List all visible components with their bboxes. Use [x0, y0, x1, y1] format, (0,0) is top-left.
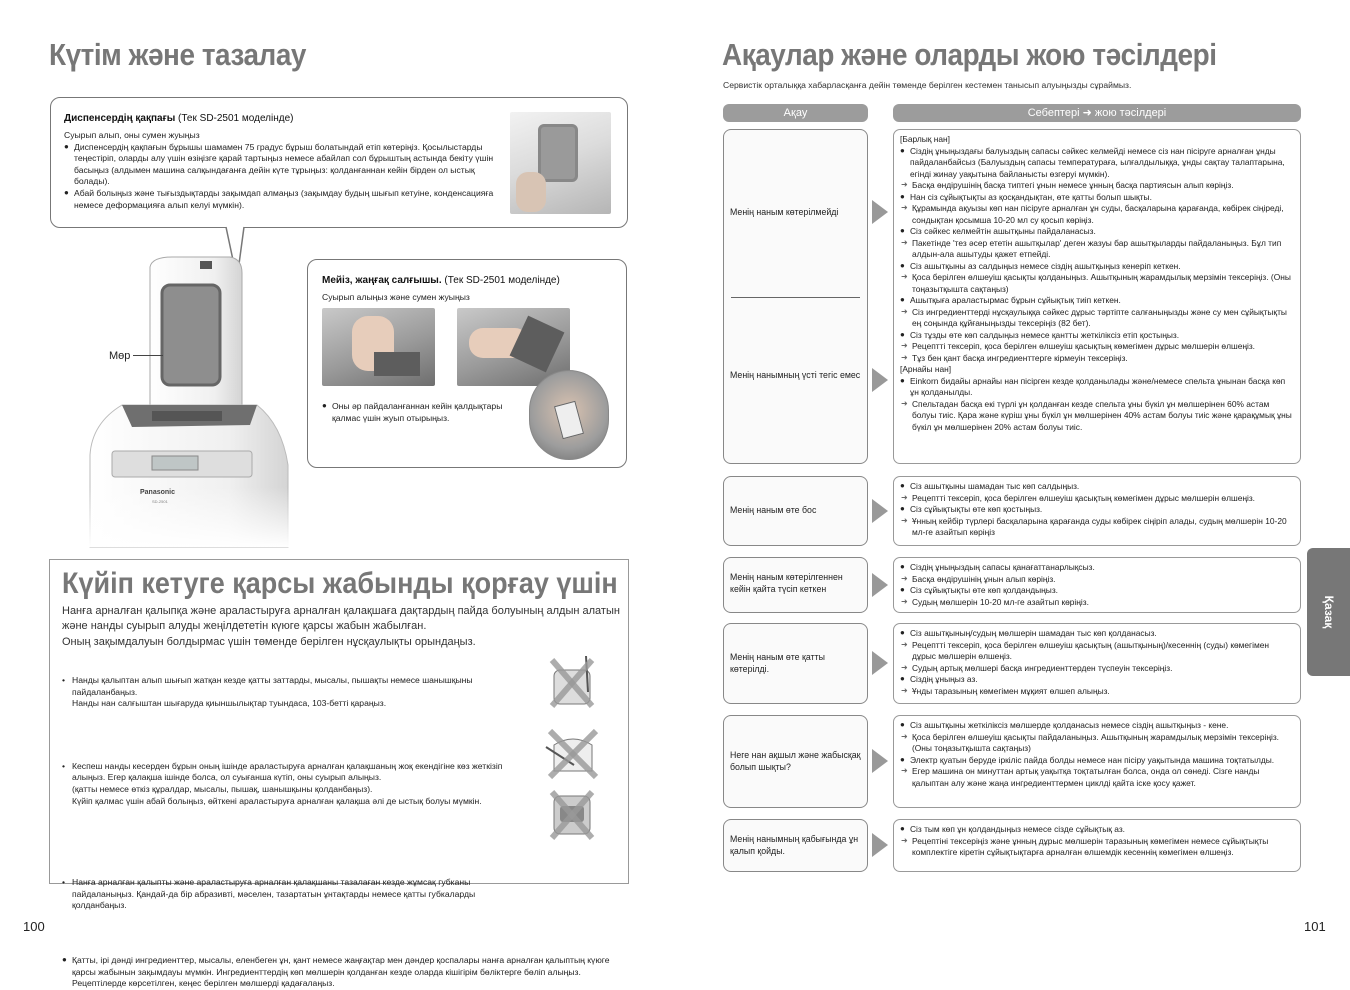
symptom-text: Менің нанымның үсті тегіс емес — [730, 370, 861, 380]
solution-remedy: ➜ Рецептіні тексеріңіз және ұнның дұрыс мөлшерін таразының көмегімен немесе сұйықтықты комплектіге кіретін сұйықтықтарға арналған өлшемдік кесеннің көмегімен өлшеңіз. — [900, 836, 1294, 859]
raisin-nut-bullet: ● Оны әр пайдаланғаннан кейін қалдықтары қалмас үшін жуып отырыңыз. — [322, 401, 522, 424]
dispenser-lid-intro: Суырып алып, оны сумен жуыңыз — [64, 130, 200, 140]
symptom-cell — [723, 715, 868, 808]
dispenser-lid-photo — [510, 112, 611, 214]
raisin-nut-title-bold: Мейіз, жаңғақ салғышы. — [322, 275, 442, 286]
nonstick-item-text: • Нанды қалыптан алып шығып жатқан кезде қатты заттарды, мысалы, пышақты немесе шанышқыны пайдаланбаңыз. — [72, 675, 473, 697]
solution-remedy: ➜ Құрамында ақуызы көп нан пісіруге арналған ұн суды, басқаларына қарағанда, көбірек сіңіреді, сондықтан қосымша 10-20 мл су қосып көріңіз. — [900, 203, 1294, 226]
solution-remedy: ➜ Тұз бен қант басқа ингредиенттерге кірмеуін тексеріңіз. — [900, 353, 1294, 365]
nonstick-item-text: • Нанға арналған қалыпты және араластыруға арналған қалақшаны тазалаған кезде жұмсақ губканы пайдаланыңыз. Қандай-да бір абразивті, мәселен, тазартатын ұнтақтарды немесе қатты губкаларды қолданбаңыз. — [72, 877, 476, 911]
solution-remedy: ➜ Рецептті тексеріп, қоса берілген өлшеуіш қасықтың көмегімен дұрыс мөлшерін өлшеңіз. — [900, 341, 1294, 353]
dispenser-lid-text — [64, 130, 496, 211]
solution-cell — [893, 557, 1301, 613]
symptom-text: Менің наным көтерілмейді — [730, 207, 839, 217]
symptom-cell — [723, 476, 868, 546]
solution-cause: ● Сіздің ұныңыз аз. — [900, 674, 1294, 686]
raisin-nut-dispenser-box — [307, 259, 627, 468]
nonstick-item-text: (қатты немесе өткіз құралдар, мысалы, пышақ, шанышқыны қолданбаңыз). — [72, 783, 373, 794]
right-page-number: 101 — [1304, 919, 1326, 934]
row-arrow — [872, 749, 888, 773]
row-arrow — [872, 573, 888, 597]
nonstick-intro-line1: Нанға арналған қалыпқа және араластыруға арналған қалақшаға дақтардың пайда болуының алдын алатын және нанды суырып алуды жеңілдететін күюге қарсы жабын жабылған. — [62, 605, 620, 633]
no-cutting-pictogram — [544, 725, 602, 783]
solution-cause: ● Сіздің ұныңыздағы балуыздың сапасы сәйкес келмейді немесе сіз нан пісіруге арналған ұнды пайдаланбайсыз (Балуыздың сапасы температураға, ылғалдылыққа, ұнды сақтау талаптарына, егінді жинау уақытына байланысты өзгеруі мүмкін). — [900, 146, 1294, 181]
nonstick-item-text: Нанды нан салғыштан шығаруда қиыншылықтар туындаса, 103-бетті қараңыз. — [72, 698, 387, 709]
dispenser-lid-title-bold: Диспенсердің қақпағы — [64, 113, 176, 124]
row-arrow — [872, 833, 888, 857]
solution-cause: ● Электр қуатын беруде іркіліс пайда болды немесе нан пісіру уақытында машина тоқтатылды. — [900, 755, 1294, 767]
language-side-tab — [1307, 548, 1350, 676]
symptom-text: Менің нанымның қабығында ұн қалып қойды. — [730, 834, 859, 856]
solution-cause: ● Сіз ашытқыны аз салдыңыз немесе сіздің ашытқыңыз кенеріп кеткен. — [900, 261, 1294, 273]
no-abrasive-pictogram — [546, 786, 598, 842]
row-arrow — [872, 499, 888, 523]
solution-remedy: ➜ Пакетінде 'тез әсер ететін ашытқылар' деген жазуы бар ашытқыларды пайдаланыңыз. Бұл тип алдын-ала ашытуды қажет етпейді. — [900, 238, 1294, 261]
solution-cause: ● Einkorn бидайы арнайы нан пісірген кезде қолданылады және/немесе спельта ұнынан басқа көп ұн қолданылды. — [900, 376, 1294, 399]
raisin-nut-title — [322, 274, 560, 288]
solution-cause: ● Сіздің ұныңыздың сапасы қанағаттанарлықсыз. — [900, 562, 1294, 574]
nonstick-coating-section — [49, 559, 629, 989]
solution-remedy: ➜ Спельтадан басқа екі түрлі ұн қолданған кезде спельта ұны бүкіл ұн мөлшерінен 60% астам болуы тиіс. Қара және күріш ұны бүкіл ұн мөлшерінен 40% астам болуы тиіс және қарақұмық ұны бүкіл ұн мөлшерінен 20% астам болуы тиіс. — [900, 399, 1294, 434]
dispenser-lid-bullet: ● Абай болыңыз және тығыздықтарды зақымдап алмаңыз (зақымдау будың шығып кетуіне, конденсацияға немесе деформацияға алып келуі мүмкін). — [64, 188, 496, 211]
bread-machine-drawing — [82, 255, 292, 547]
dispenser-lid-title-note: (Тек SD-2501 моделінде) — [175, 113, 294, 124]
nonstick-section-title: Күйіп кетуге қарсы жабынды қорғау үшін — [62, 567, 618, 600]
solution-remedy: ➜ Рецептті тексеріп, қоса берілген өлшеуіш қасықтың көмегімен дұрыс мөлшерін өлшеңіз. — [900, 493, 1294, 505]
seal-leader-line — [133, 355, 163, 356]
solution-remedy: ➜ Басқа өндірушінің ұнын алып көріңіз. — [900, 574, 1294, 586]
nonstick-intro — [62, 604, 622, 650]
row-arrow — [872, 368, 888, 392]
solution-cell — [893, 129, 1301, 464]
symptom-divider — [731, 297, 860, 298]
no-knife-pictogram — [546, 652, 598, 710]
raisin-removal-photo-1 — [322, 308, 435, 386]
solution-heading: [Барлық нан] — [900, 134, 950, 144]
seal-label — [109, 349, 130, 364]
solution-remedy: ➜ Басқа өндірушінің басқа типтегі ұнын немесе ұнның басқа партиясын алып көріңіз. — [900, 180, 1294, 192]
right-page-title: Ақаулар және оларды жою тәсілдері — [722, 37, 1217, 72]
solution-cell — [893, 819, 1301, 872]
nonstick-item — [62, 675, 514, 710]
problem-column-header: Ақау — [723, 104, 868, 122]
solution-cause: ● Сіз ашытқының/судың мөлшерін шамадан тыс көп қолданасыз. — [900, 628, 1294, 640]
dispenser-lid-title — [64, 112, 293, 126]
raisin-nut-title-note: (Тек SD-2501 моделінде) — [441, 275, 560, 286]
nonstick-item-text: Күйіп қалмас үшін абай болыңыз, өйткені араластыруға арналған қалақша әлі де ыстық болуы мүмкін. — [72, 795, 482, 806]
solution-remedy: ➜ Егер машина он минуттан артық уақытқа тоқтатылған болса, онда ол сөнеді. Сізге нанды қалыптан алу және жаңа ингредиенттермен циклді қайта іске қосу қажет. — [900, 766, 1294, 789]
bread-machine-illustration — [82, 255, 292, 547]
solution-remedy: ➜ Сіз ингредиенттерді нұсқаулыққа сәйкес дұрыс тәртіпте салғаныңызды және су мен сұйықтықты ең соңында құйғаныңызды тексеріңіз (82 бет). — [900, 307, 1294, 330]
left-page-number: 100 — [23, 919, 45, 934]
symptom-cell — [723, 129, 868, 464]
symptom-cell — [723, 557, 868, 613]
solution-cause: ● Сіз сұйықтықты өте көп қолдандыңыз. — [900, 585, 1294, 597]
solution-cause: ● Ашытқыға араластырмас бұрын сұйықтық тиіп кеткен. — [900, 295, 1294, 307]
right-page-subtitle: Сервистік орталыққа хабарласқанға дейін төменде берілген кестемен танысып алуыңызды сұраймыз. — [723, 80, 1132, 90]
nonstick-item — [62, 761, 522, 807]
dispenser-lid-box — [50, 97, 628, 228]
solution-cell — [893, 715, 1301, 808]
solution-cause: ● Сіз тым көп ұн қолдандыңыз немесе сізде сұйықтық аз. — [900, 824, 1294, 836]
solution-cell — [893, 623, 1301, 704]
symptom-cell — [723, 819, 868, 872]
solution-cause: ● Сіз ашытқыны шамадан тыс көп салдыңыз. — [900, 481, 1294, 493]
seal-label-text: Мөр — [109, 350, 131, 362]
solution-remedy: ➜ Қоса берілген өлшеуіш қасықты пайдаланыңыз. Ашытқының жарамдылық мерзімін тексеріңіз. (Оны тоңазытқышта сақтаңыз) — [900, 732, 1294, 755]
raisin-washing-photo — [529, 370, 609, 460]
symptom-text: Неге нан ақшыл және жабысқақ болып шықты? — [730, 750, 861, 772]
nonstick-item-text: • Кеспеш нанды кесерден бұрын оның ішінде араластыруға арналған қалақшаның жоқ екендігіне көз жеткізіп алыңыз. Егер қалақша ішінде болса, ол суығанша күтіп, оны суырып алыңыз. — [72, 760, 503, 783]
nonstick-intro-line2: Оның зақымдалуын болдырмас үшін төменде берілген нұсқаулықты орындаңыз. — [62, 635, 476, 648]
solution-remedy: ➜ Қоса берілген өлшеуіш қасықты қолданыңыз. Ашытқының жарамдылық мерзімін тексеріңіз. (Оны тоңазытқышта сақтаңыз) — [900, 272, 1294, 295]
language-side-tab-label: Қазақ — [1321, 595, 1336, 629]
solution-column-header: Себептері ➜ жою тәсілдері — [893, 104, 1301, 122]
nonstick-item — [62, 877, 502, 912]
nonstick-final-bullet: ● Қатты, ірі дәнді ингредиенттер, мысалы, еленбеген ұн, қант немесе жаңғақтар мен дәндер қоспалары нанға арналған қалыптың күюге қарсы жабынын зақымдауы мүмкін. Ингредиенттердің көп мөлшерін қолданған кезде оларда кішігірім бөліктерге бөліп алыңыз. Рецептілерде көрсетілген, кеңес берілген мөлшерді қадағалаңыз. — [62, 955, 618, 990]
solution-cause: ● Нан сіз сұйықтықты аз қосқандықтан, өте қатты болып шықты. — [900, 192, 1294, 204]
solution-remedy: ➜ Рецептті тексеріп, қоса берілген өлшеуіш қасықтың (ашытқының)/кесеннің (суды) көмегімен дұрыс мөлшерін өлшеңіз. — [900, 640, 1294, 663]
left-page-title: Күтім және тазалау — [49, 37, 306, 72]
symptom-text: Менің наным көтерілгеннен кейін қайта түсіп кеткен — [730, 572, 843, 594]
solution-remedy: ➜ Судың артық мөлшері басқа ингредиенттерден түспеуін тексеріңіз. — [900, 663, 1294, 675]
dispenser-lid-bullet: ● Диспенсердің қақпағын бұрышы шамамен 75 градус бұрыш болатындай етіп көтеріңіз. Қосылыстарды теңестіріп, оларды алу үшін өзіңізге қарай тартыңыз немесе абайлап сол бұрыштың астында бекіту үшін басыңыз (алдымен машина салқындағанға дейін күте тұрыңыз: қолданғаннан кейін бірден ол ыстық болады). — [64, 142, 496, 188]
solution-cell — [893, 476, 1301, 546]
symptom-cell — [723, 623, 868, 704]
row-arrow — [872, 651, 888, 675]
symptom-text: Менің наным өте қатты көтерілді. — [730, 652, 825, 674]
raisin-nut-intro: Суырып алыңыз және сумен жуыңыз — [322, 292, 470, 302]
solution-cause: ● Сіз тұзды өте көп салдыңыз немесе қантты жеткіліксіз етіп қостыңыз. — [900, 330, 1294, 342]
solution-remedy: ➜ Ұнды таразының көмегімен мұқият өлшеп алыңыз. — [900, 686, 1294, 698]
solution-heading: [Арнайы нан] — [900, 364, 952, 375]
solution-cause: ● Сіз ашытқыны жеткіліксіз мөлшерде қолданасыз немесе сіздің ашытқыңыз - кене. — [900, 720, 1294, 732]
solution-cause: ● Сіз сұйықтықты өте көп қостыңыз. — [900, 504, 1294, 516]
row-arrow — [872, 200, 888, 224]
symptom-text: Менің наным өте бос — [730, 505, 817, 515]
solution-remedy: ➜ Судың мөлшерін 10-20 мл-ге азайтып көріңіз. — [900, 597, 1294, 609]
solution-cause: ● Сіз сәйкес келмейтін ашытқыны пайдаланасыз. — [900, 226, 1294, 238]
solution-remedy: ➜ Ұнның кейбір түрлері басқаларына қарағанда суды көбірек сіңіріп алады, судың мөлшерін 10-20 мл-ге азайтып көріңіз — [900, 516, 1294, 539]
